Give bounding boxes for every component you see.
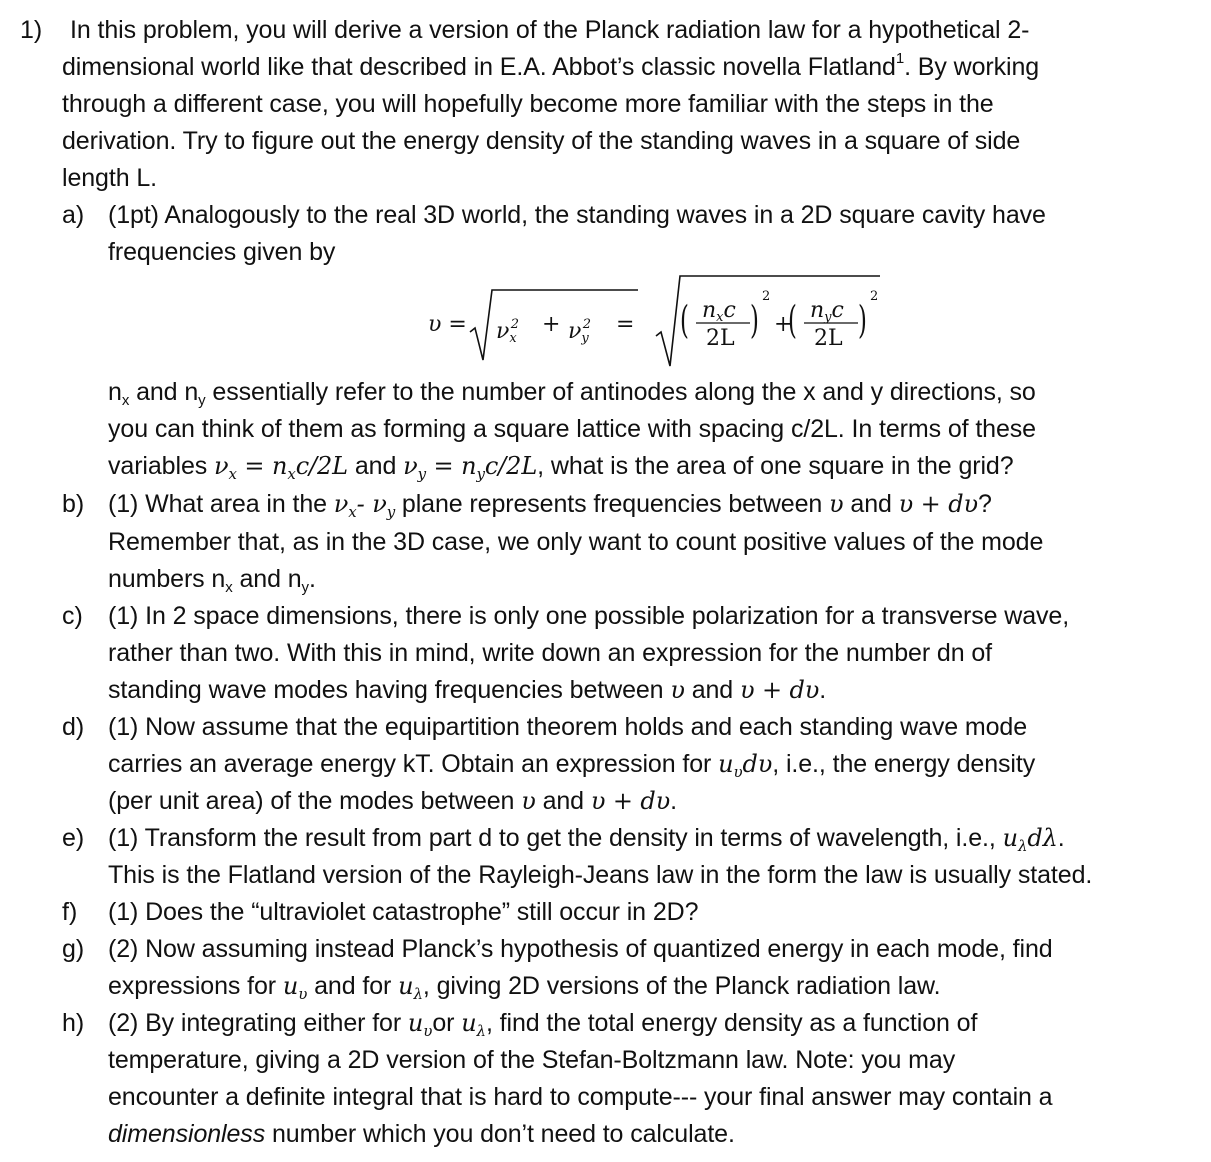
eq-nu-x-sq: $\nu x^2$ — [496, 317, 519, 346]
part-b-line-1: (1) What area in the $\nu_x-$ $\nu_y$ plane represents frequencies between υ and υ + dυ? — [108, 490, 992, 521]
part-e-label: e) — [62, 824, 85, 852]
part-f-label: f) — [62, 898, 78, 926]
part-g-line-2: expressions for $u_\upsilon$ and for $u_\lambda$, giving 2D versions of the Planck radiation law. — [108, 972, 941, 1003]
intro-line-3: through a different case, you will hopefully become more familiar with the steps in the — [62, 90, 994, 118]
intro-line-5: length L. — [62, 164, 158, 192]
eq-nu-y-sq: $\nu y^2$ — [568, 317, 592, 346]
part-a-label: a) — [62, 201, 85, 229]
part-e-line-2: This is the Flatland version of the Rayleigh-Jeans law in the form the law is usually stated. — [108, 861, 1093, 889]
part-a-line-3: $n_x$ and $n_y$ essentially refer to the number of antinodes along the x and y directions, so — [108, 378, 1036, 409]
part-d-line-1: (1) Now assume that the equipartition theorem holds and each standing wave mode — [108, 713, 1028, 741]
part-g-label: g) — [62, 935, 85, 963]
part-d-label: d) — [62, 713, 85, 741]
part-d-line-2: carries an average energy kT. Obtain an expression for $u_\upsilon d\upsilon$, i.e., the energy density — [108, 750, 1036, 781]
part-c-label: c) — [62, 602, 83, 630]
eq-numerator-y: nyc — [810, 298, 844, 325]
frequency-equation: υ = $\nu x^2$ + $\nu y^2$ = ( nxc 2L ) 2 + ( nyc 2L ) 2 — [428, 270, 888, 370]
part-e-line-1: (1) Transform the result from part d to get the density in terms of wavelength, i.e., $u_\lambda d\lambda$. — [108, 824, 1065, 855]
part-c-line-2: rather than two. With this in mind, write down an expression for the number dn of — [108, 639, 993, 667]
part-h-line-2: temperature, giving a 2D version of the Stefan-Boltzmann law. Note: you may — [108, 1046, 956, 1074]
part-c-line-3: standing wave modes having frequencies between υ and υ + dυ. — [108, 676, 827, 704]
eq-denominator-x: 2L — [706, 326, 735, 351]
part-a-line-2: frequencies given by — [108, 238, 336, 266]
intro-line-4: derivation. Try to figure out the energy density of the standing waves in a square of side — [62, 127, 1021, 155]
part-d-line-3: (per unit area) of the modes between υ and υ + dυ. — [108, 787, 677, 815]
part-a-line-5: variables $\nu_x = n_xc/2L$ and $\nu_y = n_yc/2L$, what is the area of one square in the grid? — [108, 452, 1014, 483]
intro-line-2: dimensional world like that described in E.A. Abbot’s classic novella Flatland$^1$. By working — [62, 50, 1040, 81]
part-h-line-4: dimensionless number which you don’t need to calculate. — [108, 1120, 735, 1148]
part-a-line-1: (1pt) Analogously to the real 3D world, the standing waves in a 2D square cavity have — [108, 201, 1046, 229]
part-h-line-1: (2) By integrating either for $u_\upsilon or$ $u_\lambda$, find the total energy density as a function of — [108, 1009, 978, 1040]
part-h-line-3: encounter a definite integral that is hard to compute--- your final answer may contain a — [108, 1083, 1053, 1111]
part-h-label: h) — [62, 1009, 85, 1037]
problem-number: 1) — [20, 16, 43, 44]
part-c-line-1: (1) In 2 space dimensions, there is only one possible polarization for a transverse wave, — [108, 602, 1070, 630]
part-b-label: b) — [62, 490, 85, 518]
part-b-line-2: Remember that, as in the 3D case, we only want to count positive values of the mode — [108, 528, 1044, 556]
part-f-line-1: (1) Does the “ultraviolet catastrophe” still occur in 2D? — [108, 898, 699, 926]
eq-denominator-y: 2L — [814, 326, 843, 351]
intro-line-1: In this problem, you will derive a version of the Planck radiation law for a hypothetical 2- — [70, 16, 1030, 44]
part-g-line-1: (2) Now assuming instead Planck’s hypothesis of quantized energy in each mode, find — [108, 935, 1053, 963]
eq-numerator-x: nxc — [702, 298, 736, 325]
part-a-line-4: you can think of them as forming a square lattice with spacing c/2L. In terms of these — [108, 415, 1036, 443]
part-b-line-3: numbers $n_x$ and $n_y$. — [108, 565, 316, 596]
